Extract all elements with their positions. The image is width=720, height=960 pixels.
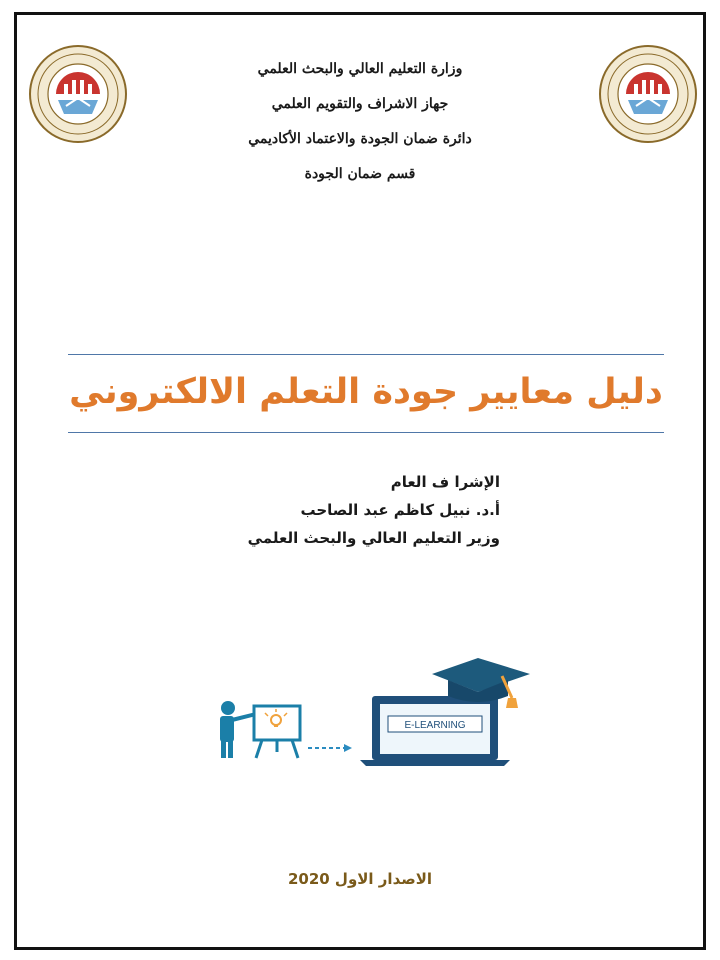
teacher-icon: [220, 701, 256, 758]
ministry-seal-icon: [28, 44, 128, 144]
laptop-screen-text: E-LEARNING: [404, 720, 466, 731]
presentation-board-icon: [254, 706, 300, 758]
supervisor-position: وزير التعليم العالي والبحث العلمي: [247, 529, 500, 547]
supervision-label: الإشرا ف العام: [390, 473, 500, 491]
e-learning-illustration: [212, 652, 542, 772]
title-rule-bottom: [68, 432, 664, 433]
ministry-seal-icon: [598, 44, 698, 144]
ministry-name: وزارة التعليم العالي والبحث العلمي: [257, 61, 463, 77]
supervision-block: [180, 468, 500, 552]
header-block: [150, 52, 570, 192]
supervisor-name: أ.د. نبيل كاظم عبد الصاحب: [300, 501, 500, 519]
edition-label: الاصدار الاول 2020: [287, 870, 433, 888]
arrow-icon: [308, 744, 352, 752]
supervision-body-name: جهاز الاشراف والتقويم العلمي: [271, 96, 449, 112]
document-title: دليل معايير جودة التعلم الالكتروني: [69, 372, 663, 412]
directorate-name: دائرة ضمان الجودة والاعتماد الأكاديمي: [248, 131, 472, 147]
department-name: قسم ضمان الجودة: [304, 166, 416, 182]
title-rule-top: [68, 354, 664, 355]
laptop-icon: [360, 696, 510, 766]
